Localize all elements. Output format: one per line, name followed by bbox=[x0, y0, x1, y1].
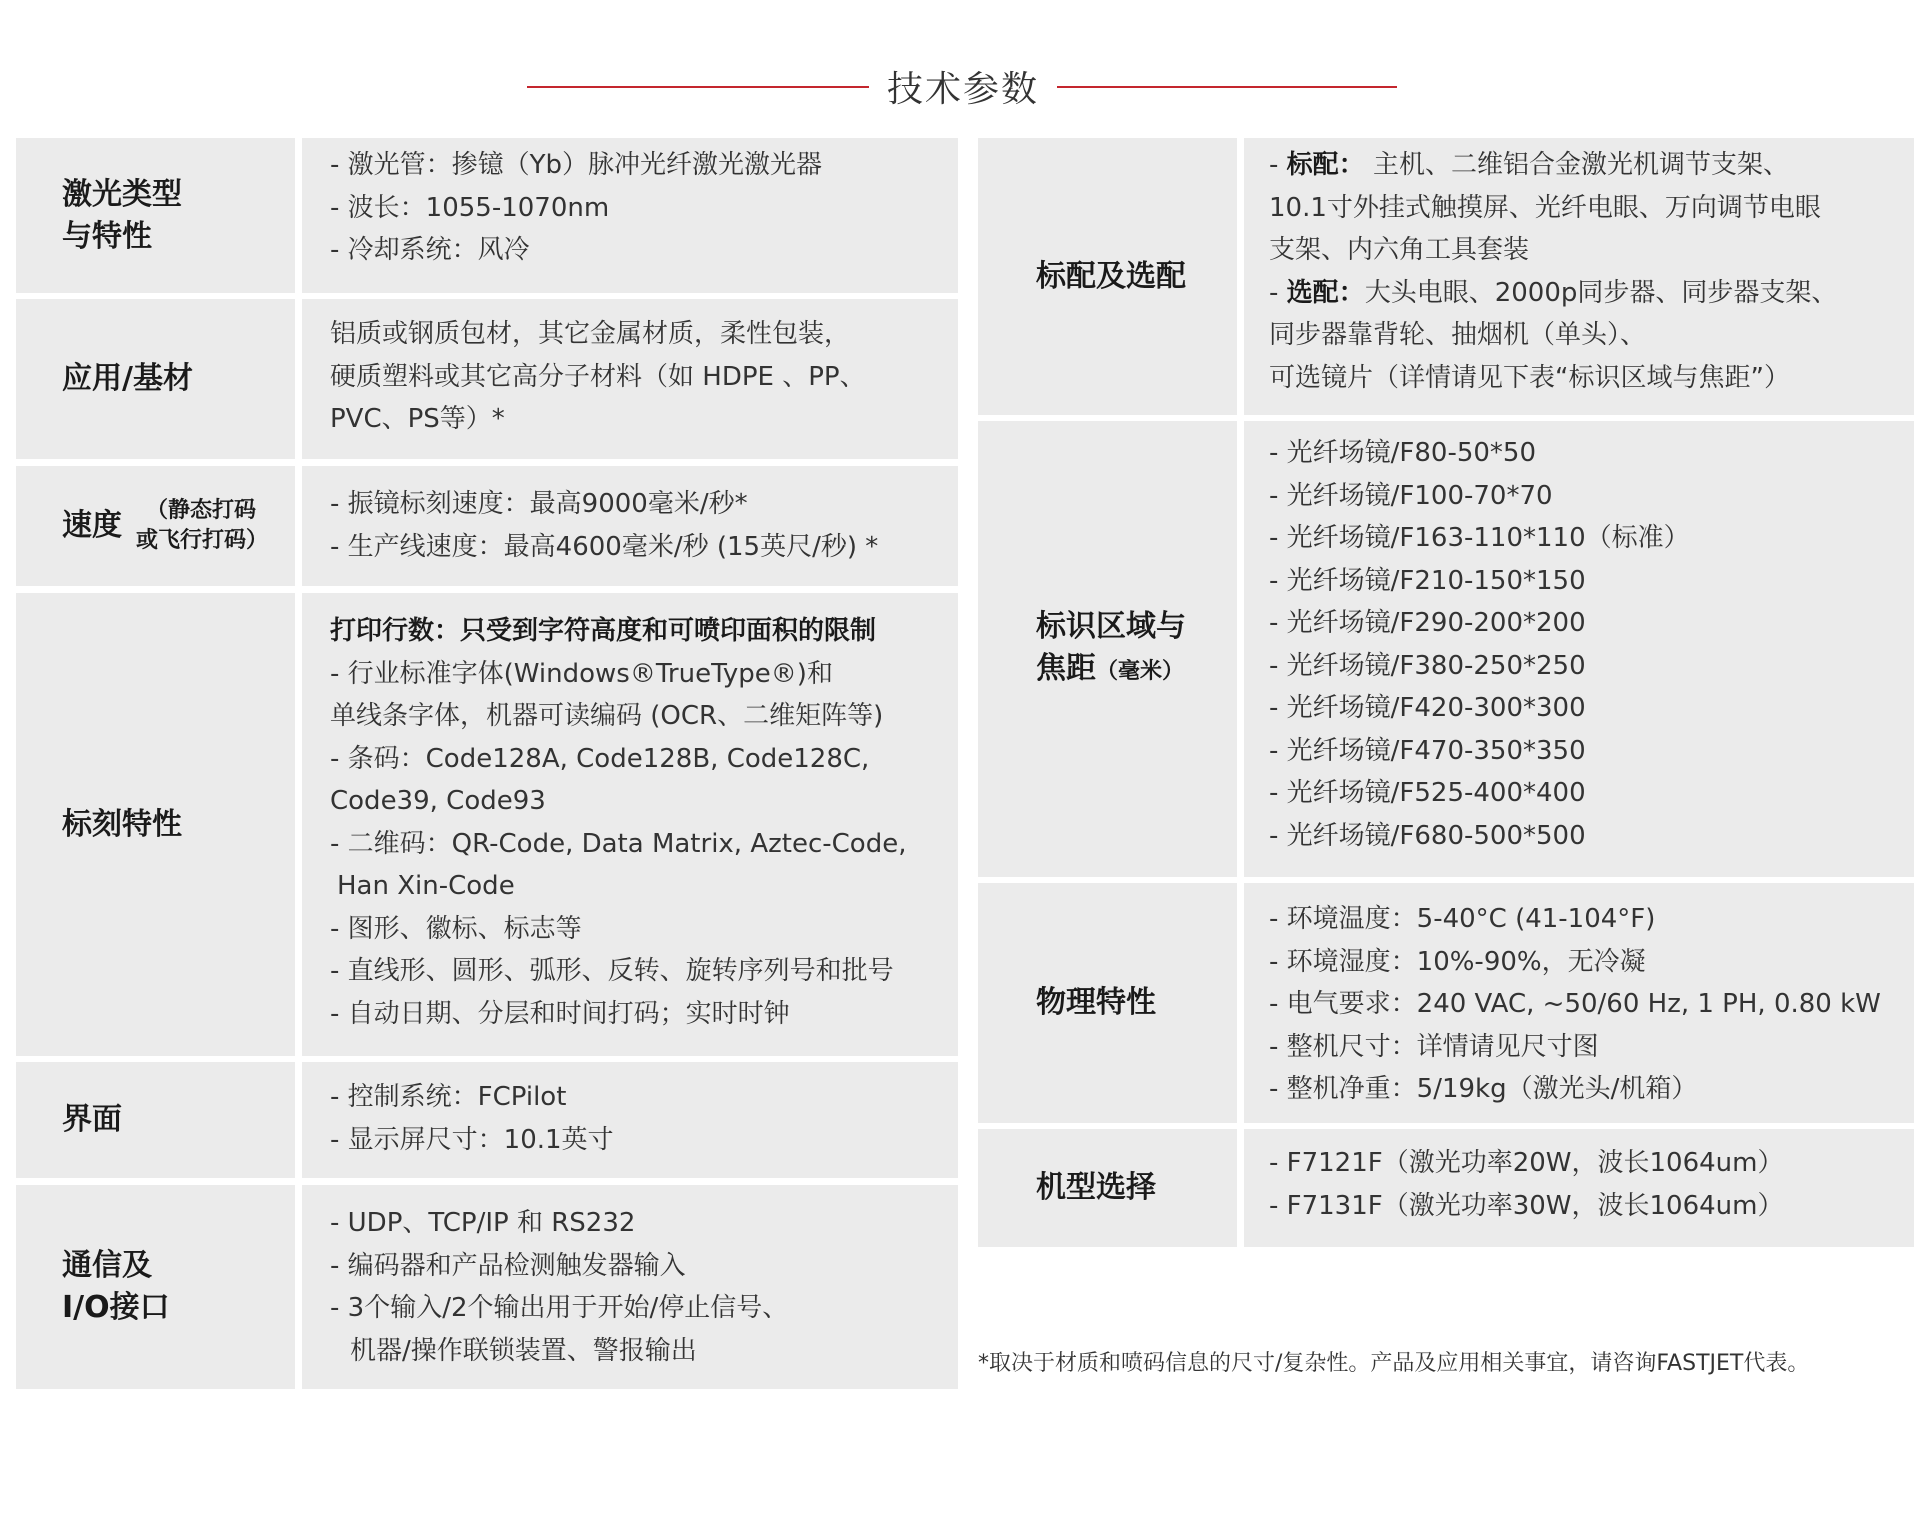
spec-line: - 光纤场镜/F163-110*110（标准） bbox=[1269, 523, 1690, 553]
spec-label-line: 标识区域与 bbox=[1036, 608, 1186, 644]
spec-line: - 行业标准字体(Windows®TrueType®)和 bbox=[330, 658, 833, 689]
spec-value bbox=[302, 1062, 958, 1178]
spec-label bbox=[978, 883, 1237, 1123]
standard-sep: ： bbox=[1338, 150, 1365, 180]
spec-value bbox=[302, 593, 958, 1056]
spec-value bbox=[1244, 421, 1914, 877]
optional-text: 大头电眼、2000p同步器、同步器支架、 bbox=[1364, 277, 1838, 308]
spec-line: 机器/操作联锁装置、警报输出 bbox=[350, 1335, 697, 1366]
spec-value bbox=[302, 299, 958, 459]
standard-key: 标配 bbox=[1286, 150, 1339, 180]
spec-row-marking-area bbox=[978, 421, 1914, 877]
spec-line: - 光纤场镜/F290-200*200 bbox=[1269, 608, 1586, 638]
spec-value bbox=[302, 138, 958, 293]
spec-line: - 环境湿度：10%-90%，无冷凝 bbox=[1269, 946, 1646, 977]
spec-line: - 光纤场镜/F420-300*300 bbox=[1269, 693, 1586, 723]
spec-line: - 光纤场镜/F100-70*70 bbox=[1269, 480, 1553, 511]
spec-row-physical bbox=[978, 883, 1914, 1123]
spec-label-line: 物理特性 bbox=[1036, 985, 1156, 1020]
spec-label-sub-line: 或飞行打码） bbox=[136, 528, 269, 553]
title-rule-right bbox=[1057, 86, 1397, 88]
spec-line: - 生产线速度：最高4600毫米/秒 (15英尺/秒) * bbox=[330, 531, 879, 562]
spec-line: - 电气要求：240 VAC, ~50/60 Hz, 1 PH, 0.80 kW bbox=[1269, 989, 1881, 1019]
spec-line: 支架、内六角工具套装 bbox=[1269, 235, 1530, 265]
spec-value bbox=[1244, 138, 1914, 415]
title-rule-left bbox=[527, 86, 869, 88]
spec-label-line: I/O接口 bbox=[62, 1290, 170, 1325]
section-header bbox=[0, 52, 1920, 122]
spec-label bbox=[16, 1185, 295, 1389]
footnote: *取决于材质和喷码信息的尺寸/复杂性。产品及应用相关事宜，请咨询FASTJET代表。 bbox=[978, 1351, 1810, 1376]
spec-label bbox=[978, 1129, 1237, 1247]
spec-line: 10.1寸外挂式触摸屏、光纤电眼、万向调节电眼 bbox=[1269, 192, 1821, 223]
spec-line: 单线条字体，机器可读编码 (OCR、二维矩阵等) bbox=[330, 701, 884, 731]
spec-line: - 显示屏尺寸：10.1英寸 bbox=[330, 1124, 614, 1155]
spec-row-application bbox=[16, 299, 958, 459]
spec-line: - 条码：Code128A, Code128B, Code128C, bbox=[330, 743, 870, 774]
spec-line: Code39, Code93 bbox=[330, 786, 546, 816]
spec-label-line: 激光类型 bbox=[62, 176, 182, 212]
spec-line-optional: - 选配：大头电眼、2000p同步器、同步器支架、 bbox=[1269, 277, 1838, 308]
spec-label bbox=[978, 421, 1237, 877]
spec-line: - 控制系统：FCPilot bbox=[330, 1082, 567, 1112]
spec-line: - 3个输入/2个输出用于开始/停止信号、 bbox=[330, 1293, 789, 1323]
spec-row-model bbox=[978, 1129, 1914, 1247]
spec-line: - 光纤场镜/F470-350*350 bbox=[1269, 735, 1586, 766]
standard-text: 主机、二维铝合金激光机调节支架、 bbox=[1364, 150, 1789, 180]
spec-line: - UDP、TCP/IP 和 RS232 bbox=[330, 1208, 636, 1238]
spec-line: - 光纤场镜/F680-500*500 bbox=[1269, 820, 1586, 851]
spec-line: - 光纤场镜/F380-250*250 bbox=[1269, 650, 1586, 681]
spec-line: - 自动日期、分层和时间打码；实时时钟 bbox=[330, 998, 790, 1029]
spec-line: - 整机净重：5/19kg（激光头/机箱） bbox=[1269, 1074, 1698, 1104]
spec-row-marking bbox=[16, 593, 958, 1056]
spec-label-line: 标配及选配 bbox=[1036, 258, 1186, 294]
spec-row-laser-type bbox=[16, 138, 958, 293]
spec-value bbox=[302, 1185, 958, 1389]
spec-label-unit: （毫米） bbox=[1096, 658, 1185, 684]
spec-value bbox=[1244, 1129, 1914, 1247]
spec-line: - 振镜标刻速度：最高9000毫米/秒* bbox=[330, 489, 748, 519]
spec-line: - 光纤场镜/F80-50*50 bbox=[1269, 438, 1536, 468]
spec-label bbox=[16, 138, 295, 293]
spec-line: - F7121F（激光功率20W，波长1064um） bbox=[1269, 1148, 1784, 1178]
spec-label-line: 焦距 bbox=[1036, 650, 1096, 686]
spec-line: - 整机尺寸：详情请见尺寸图 bbox=[1269, 1031, 1599, 1062]
spec-line: Han Xin-Code bbox=[337, 871, 515, 901]
spec-label bbox=[16, 466, 295, 586]
spec-label-line: 界面 bbox=[62, 1102, 122, 1137]
spec-label bbox=[16, 1062, 295, 1178]
spec-line: - 光纤场镜/F525-400*400 bbox=[1269, 778, 1586, 808]
spec-line: - 编码器和产品检测触发器输入 bbox=[330, 1250, 686, 1281]
spec-value bbox=[302, 466, 958, 586]
spec-line: - F7131F（激光功率30W，波长1064um） bbox=[1269, 1190, 1784, 1221]
spec-line: 铝质或钢质包材，其它金属材质，柔性包装， bbox=[330, 319, 851, 349]
spec-row-speed bbox=[16, 466, 958, 586]
page-title: 技术参数 bbox=[886, 69, 1039, 110]
spec-label-sub-line: （静态打码 bbox=[146, 498, 257, 523]
spec-line: - 波长：1055-1070nm bbox=[330, 192, 610, 223]
spec-label-line: 机型选择 bbox=[1036, 1170, 1156, 1205]
spec-label bbox=[16, 299, 295, 459]
spec-heading: 打印行数：只受到字符高度和可喷印面积的限制 bbox=[330, 616, 877, 646]
spec-line: 硬质塑料或其它高分子材料（如 HDPE 、PP、 bbox=[330, 361, 866, 392]
spec-line: - 激光管：掺镱（Yb）脉冲光纤激光激光器 bbox=[330, 150, 823, 180]
spec-line: - 直线形、圆形、弧形、反转、旋转序列号和批号 bbox=[330, 956, 894, 986]
spec-label bbox=[978, 138, 1237, 415]
spec-line: - 光纤场镜/F210-150*150 bbox=[1269, 565, 1586, 596]
spec-line: - 二维码：QR-Code, Data Matrix, Aztec-Code, bbox=[330, 828, 907, 859]
spec-row-interface bbox=[16, 1062, 958, 1178]
spec-line-standard: - 标配： 主机、二维铝合金激光机调节支架、 bbox=[1269, 150, 1789, 180]
spec-label-line: 与特性 bbox=[62, 218, 152, 254]
spec-label bbox=[16, 593, 295, 1056]
spec-line: - 图形、徽标、标志等 bbox=[330, 913, 582, 944]
spec-label-line: 通信及 bbox=[62, 1248, 152, 1283]
spec-label-line: 速度 bbox=[62, 508, 122, 543]
spec-value bbox=[1244, 883, 1914, 1123]
optional-sep: ： bbox=[1338, 277, 1365, 308]
spec-row-io bbox=[16, 1185, 958, 1389]
spec-line: PVC、PS等）* bbox=[330, 404, 505, 434]
spec-line: 可选镜片（详情请见下表“标识区域与焦距”） bbox=[1269, 362, 1790, 393]
spec-row-standard-optional bbox=[978, 138, 1914, 415]
spec-line: 同步器靠背轮、抽烟机（单头）、 bbox=[1269, 320, 1647, 350]
spec-label-sub bbox=[136, 496, 268, 556]
optional-key: 选配 bbox=[1286, 277, 1339, 308]
spec-label-line: 应用/基材 bbox=[62, 361, 193, 396]
spec-line: - 环境温度：5-40°C (41-104°F) bbox=[1269, 904, 1656, 934]
spec-label-line: 标刻特性 bbox=[62, 806, 182, 842]
spec-line: - 冷却系统：风冷 bbox=[330, 235, 530, 265]
